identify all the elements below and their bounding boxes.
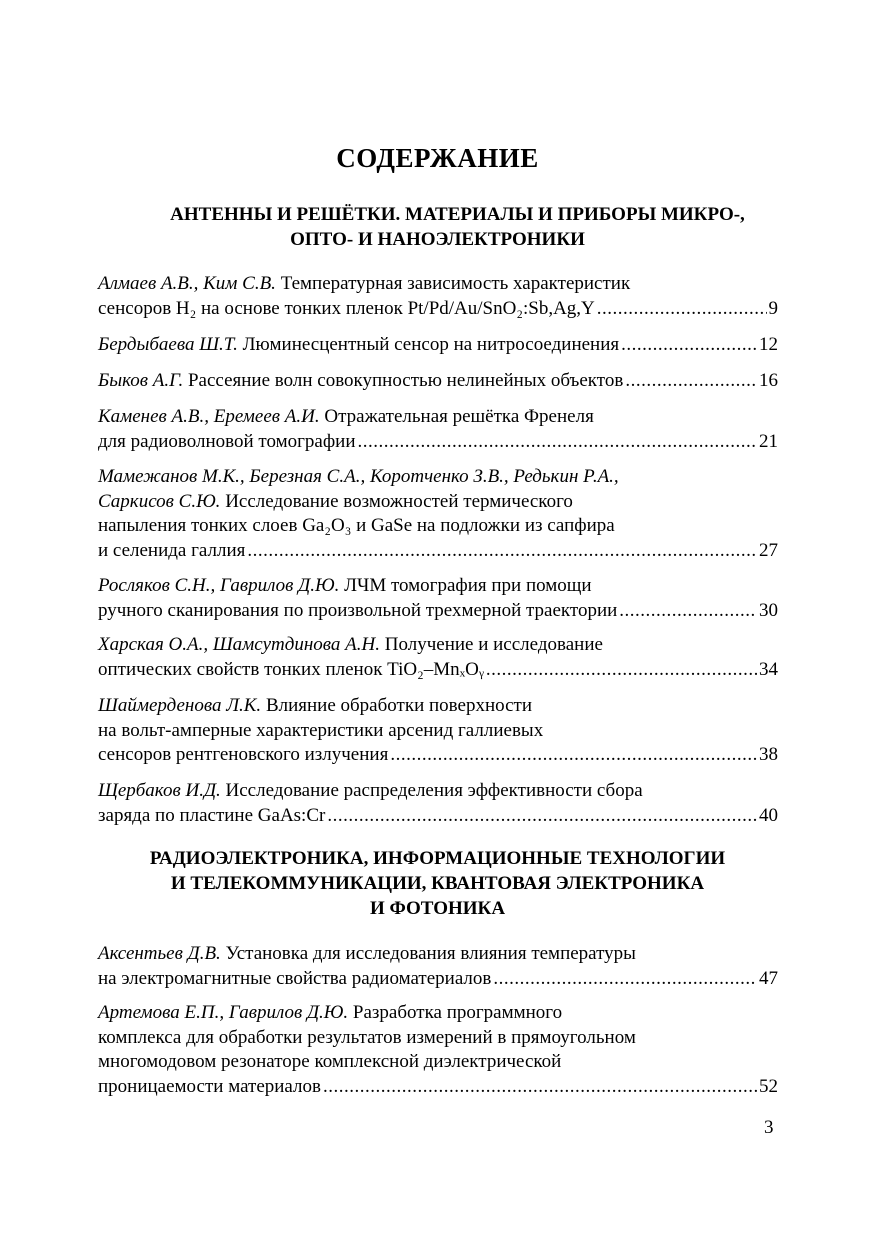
toc-entry[interactable] xyxy=(98,942,778,991)
entry-page: 12 xyxy=(759,334,778,355)
section-heading-line: И ФОТОНИКА xyxy=(369,898,506,919)
entry-authors: Быков А.Г. xyxy=(98,370,184,391)
entry-page: 38 xyxy=(759,744,778,765)
dot-leader xyxy=(358,430,758,455)
toc-entry[interactable] xyxy=(98,465,778,563)
entry-page: 16 xyxy=(759,370,778,391)
entry-page: 52 xyxy=(759,1075,778,1097)
entry-title: Исследование возможностей термического xyxy=(225,490,573,512)
dot-leader xyxy=(493,967,757,992)
entry-title: Разработка программного xyxy=(352,1002,563,1023)
toc-entry[interactable] xyxy=(98,633,778,682)
entry-authors: Щербаков И.Д. xyxy=(98,780,221,801)
toc-entry[interactable] xyxy=(98,369,778,394)
entry-title-end: ручного сканирования по произвольной трехмерной траектории xyxy=(98,599,618,621)
entry-authors: Бердыбаева Ш.Т. xyxy=(98,334,238,355)
section-heading-line: АНТЕННЫ И РЕШЁТКИ. МАТЕРИАЛЫ И ПРИБОРЫ МИКРО-, xyxy=(170,204,745,225)
entry-title-end: Рассеяние волн совокупностью нелинейных объектов xyxy=(187,370,624,391)
entry-page: 40 xyxy=(759,804,778,826)
entry-title-end: заряда по пластине GaAs:Cr xyxy=(98,804,326,826)
entry-title: Установка для исследования влияния температуры xyxy=(225,943,636,964)
section-heading xyxy=(0,846,875,921)
entry-title-line: комплекса для обработки результатов измерений в прямоугольном xyxy=(98,1026,636,1048)
dot-leader xyxy=(486,658,757,683)
entry-title-end: сенсоров H₂ на основе тонких пленок Pt/Pd/Au/SnO₂:Sb,Ag,Y xyxy=(98,297,595,319)
entry-authors-cont: Саркисов С.Ю. xyxy=(98,490,221,512)
dot-leader xyxy=(597,297,767,322)
entry-page: 9 xyxy=(768,297,778,319)
entry-page: 21 xyxy=(759,430,778,452)
entry-title-end: на электромагнитные свойства радиоматериалов xyxy=(98,967,492,989)
entry-title: Отражательная решётка Френеля xyxy=(324,406,594,427)
entry-authors: Харская О.А., Шамсутдинова А.Н. xyxy=(98,634,380,655)
section-heading-line: ОПТО- И НАНОЭЛЕКТРОНИКИ xyxy=(290,229,585,250)
entry-title: Исследование распределения эффективности сбора xyxy=(225,780,643,801)
dot-leader xyxy=(390,743,757,768)
entry-title: Температурная зависимость характеристик xyxy=(280,273,631,294)
entry-page: 47 xyxy=(759,967,778,989)
section-heading-line: И ТЕЛЕКОММУНИКАЦИИ, КВАНТОВАЯ ЭЛЕКТРОНИКА xyxy=(170,873,705,894)
entry-authors: Артемова Е.П., Гаврилов Д.Ю. xyxy=(98,1002,349,1023)
entry-authors: Алмаев А.В., Ким С.В. xyxy=(98,273,276,294)
entry-title-end: Люминесцентный сенсор на нитросоединения xyxy=(242,334,620,355)
entry-authors: Шаймерденова Л.К. xyxy=(98,695,262,716)
section-heading xyxy=(0,202,875,252)
toc-entry[interactable] xyxy=(98,333,778,358)
toc-entry[interactable] xyxy=(98,779,778,828)
dot-leader xyxy=(625,369,757,394)
entry-title: Получение и исследование xyxy=(384,634,603,655)
entry-page: 34 xyxy=(759,658,778,680)
toc-entry[interactable] xyxy=(98,574,778,623)
toc-entry[interactable] xyxy=(98,272,778,321)
entry-title-line: напыления тонких слоев Ga₂O₃ и GaSe на подложки из сапфира xyxy=(98,515,615,536)
entry-page: 30 xyxy=(759,599,778,621)
entry-title: ЛЧМ томография при помощи xyxy=(344,575,592,596)
entry-authors: Аксентьев Д.В. xyxy=(98,943,221,964)
dot-leader xyxy=(247,539,757,564)
page-number: 3 xyxy=(764,1117,774,1138)
entry-title-end: для радиоволновой томографии xyxy=(98,430,356,452)
dot-leader xyxy=(327,804,757,829)
dot-leader xyxy=(619,599,757,624)
entry-authors: Росляков С.Н., Гаврилов Д.Ю. xyxy=(98,575,340,596)
entry-title-end: оптических свойств тонких пленок TiO₂–MnₓOᵧ xyxy=(98,658,484,680)
entry-authors: Мамежанов М.К., Березная С.А., Коротченко З.В., Редькин Р.А., xyxy=(98,466,619,487)
entry-title-end: проницаемости материалов xyxy=(98,1075,321,1097)
entry-authors: Каменев А.В., Еремеев А.И. xyxy=(98,406,320,427)
toc-entry[interactable] xyxy=(98,405,778,454)
entry-title: Влияние обработки поверхности xyxy=(265,695,532,716)
entry-title-line: на вольт-амперные характеристики арсенид галлиевых xyxy=(98,719,544,741)
dot-leader xyxy=(323,1075,757,1100)
entry-title-line: многомодовом резонаторе комплексной диэлектрической xyxy=(98,1051,562,1072)
toc-entry[interactable] xyxy=(98,694,778,768)
entry-title-end: и селенида галлия xyxy=(98,539,246,561)
toc-entry[interactable] xyxy=(98,1001,778,1099)
entry-title-end: сенсоров рентгеновского излучения xyxy=(98,744,389,765)
section-heading-line: РАДИОЭЛЕКТРОНИКА, ИНФОРМАЦИОННЫЕ ТЕХНОЛОГИИ xyxy=(149,848,726,869)
entry-page: 27 xyxy=(759,539,778,561)
dot-leader xyxy=(621,333,757,358)
page-title: СОДЕРЖАНИЕ xyxy=(336,143,539,173)
